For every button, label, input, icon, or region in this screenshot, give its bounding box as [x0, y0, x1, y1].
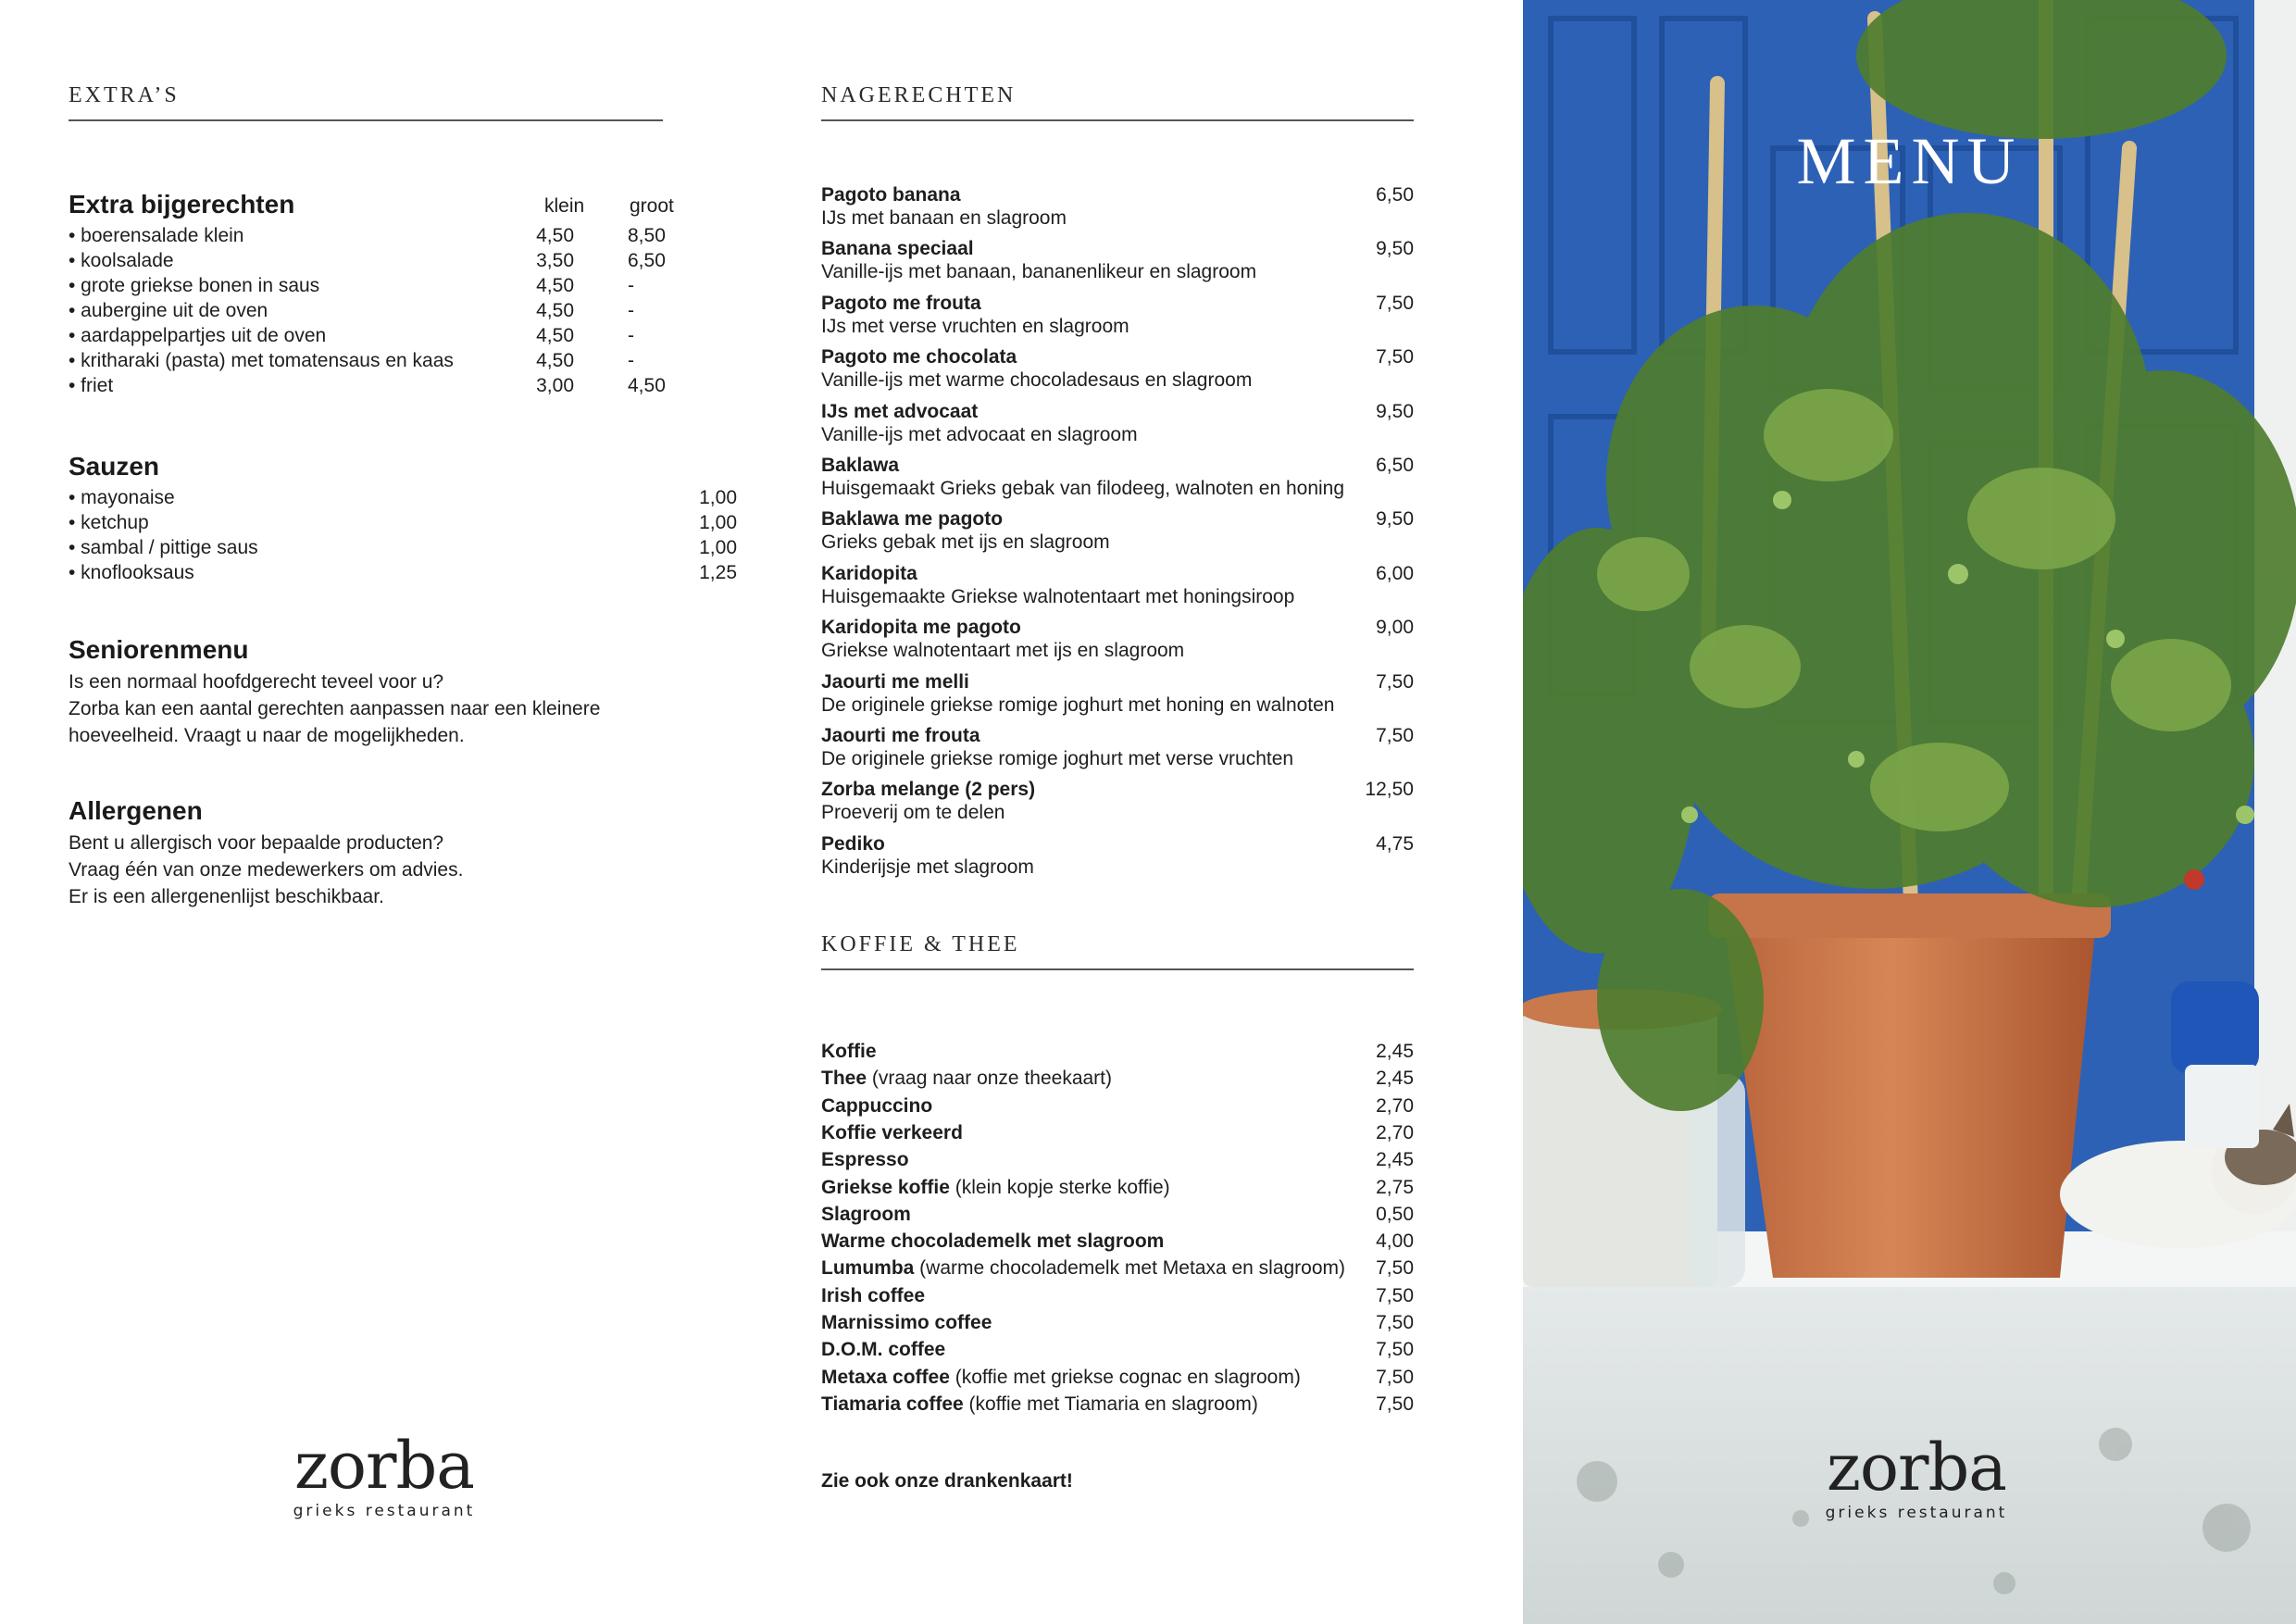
coffee-name: Irish coffee [821, 1284, 926, 1306]
coffee-price: 7,50 [1376, 1366, 1414, 1388]
coffee-name: Metaxa coffee [821, 1366, 950, 1388]
seniorenmenu-block [69, 635, 698, 749]
seniorenmenu-line: Zorba kan een aantal gerechten aanpassen naar een kleinere [69, 698, 601, 719]
nagerechten-section-title: NAGERECHTEN [821, 83, 1017, 107]
side-dish-price-large: - [628, 325, 634, 346]
coffee-price: 2,45 [1376, 1149, 1414, 1171]
coffee-item [821, 1174, 1414, 1201]
dessert-item [821, 237, 1414, 283]
side-dish-row [69, 248, 698, 273]
drankenkaart-note: Zie ook onze drankenkaart! [821, 1470, 1073, 1492]
dessert-price: 9,00 [1376, 617, 1414, 639]
dessert-price: 9,50 [1376, 238, 1414, 260]
sauce-price: 1,00 [699, 512, 737, 533]
coffee-item [821, 1309, 1414, 1336]
sauce-price: 1,00 [699, 487, 737, 508]
dessert-description: Kinderijsje met slagroom [821, 856, 1034, 878]
coffee-name: D.O.M. coffee [821, 1339, 946, 1361]
dessert-description: Vanille-ijs met advocaat en slagroom [821, 423, 1138, 445]
coffee-price: 2,75 [1376, 1176, 1414, 1198]
sauzen-title: Sauzen [69, 452, 160, 481]
side-dish-row [69, 273, 698, 298]
dessert-item [821, 616, 1414, 662]
coffee-price: 4,00 [1376, 1230, 1414, 1253]
coffee-price: 7,50 [1376, 1312, 1414, 1333]
dessert-name: Karidopita me pagoto [821, 617, 1021, 639]
logo-tagline: grieks restaurant [293, 1502, 476, 1520]
coffee-item [821, 1119, 1414, 1146]
coffee-note: (koffie met griekse cognac en slagroom) [949, 1366, 1301, 1388]
side-dish-price-small: 4,50 [536, 275, 574, 296]
coffee-price: 2,45 [1376, 1068, 1414, 1090]
seniorenmenu-title: Seniorenmenu [69, 635, 249, 664]
allergenen-line: Vraag één van onze medewerkers om advies. [69, 859, 464, 881]
side-dish-row [69, 373, 698, 398]
dessert-item [821, 562, 1414, 608]
dessert-item [821, 832, 1414, 879]
dessert-name: Pagoto banana [821, 184, 961, 206]
dessert-item [821, 778, 1414, 824]
dessert-description: Griekse walnotentaart met ijs en slagroom [821, 640, 1185, 662]
dessert-name: Zorba melange (2 pers) [821, 779, 1036, 801]
allergenen-line: Bent u allergisch voor bepaalde producten? [69, 832, 444, 854]
sauce-row [69, 485, 737, 510]
cover-menu-title: MENU [1796, 124, 2023, 198]
sauce-price: 1,25 [699, 562, 737, 583]
allergenen-title: Allergenen [69, 796, 203, 825]
coffee-name: Koffie verkeerd [821, 1121, 963, 1143]
sauce-name: • knoflooksaus [69, 562, 194, 583]
coffee-note: (koffie met Tiamaria en slagroom) [963, 1393, 1258, 1415]
dessert-name: Jaourti me frouta [821, 725, 980, 746]
dessert-description: Huisgemaakt Grieks gebak van filodeeg, walnoten en honing [821, 478, 1345, 499]
dessert-item [821, 507, 1414, 554]
coffee-price: 7,50 [1376, 1284, 1414, 1306]
allergenen-line: Er is een allergenenlijst beschikbaar. [69, 886, 384, 907]
column-klein-label: klein [544, 195, 585, 217]
dessert-name: Pediko [821, 832, 885, 855]
side-dish-name: • kritharaki (pasta) met tomatensaus en kaas [69, 350, 454, 371]
side-dish-price-large: - [628, 275, 634, 296]
coffee-item [821, 1255, 1414, 1281]
dessert-name: IJs met advocaat [821, 400, 979, 422]
dessert-description: De originele griekse romige joghurt met verse vruchten [821, 748, 1294, 769]
side-dish-row [69, 223, 698, 248]
side-dish-price-large: - [628, 300, 634, 321]
cover-photo-illustration [1523, 0, 2296, 1624]
logo-tagline: grieks restaurant [1825, 1504, 2008, 1522]
coffee-name: Espresso [821, 1149, 909, 1171]
side-dish-name: • boerensalade klein [69, 225, 244, 246]
coffee-item [821, 1364, 1414, 1391]
side-dish-price-small: 4,50 [536, 225, 574, 246]
side-dish-price-small: 4,50 [536, 350, 574, 371]
dessert-name: Karidopita [821, 562, 917, 584]
koffie-thee-divider [821, 968, 1414, 970]
dessert-price: 6,50 [1376, 184, 1414, 206]
dessert-item [821, 183, 1414, 230]
dessert-price: 7,50 [1376, 670, 1414, 693]
dessert-price: 7,50 [1376, 725, 1414, 746]
dessert-description: Proeverij om te delen [821, 802, 1005, 824]
coffee-item [821, 1146, 1414, 1173]
coffee-note: (vraag naar onze theekaart) [867, 1068, 1112, 1090]
allergenen-block [69, 796, 698, 910]
dessert-name: Baklawa me pagoto [821, 508, 1004, 531]
nagerechten-divider [821, 119, 1414, 121]
sauzen-list [69, 485, 737, 585]
coffee-name: Koffie [821, 1041, 877, 1062]
dessert-price: 7,50 [1376, 346, 1414, 369]
dessert-price: 9,50 [1376, 508, 1414, 531]
coffee-item [821, 1336, 1414, 1363]
dessert-name: Pagoto me chocolata [821, 346, 1017, 369]
sauce-row [69, 535, 737, 560]
coffee-name: Tiamaria coffee [821, 1393, 964, 1415]
coffee-item [821, 1228, 1414, 1255]
dessert-description: Vanille-ijs met warme chocoladesaus en slagroom [821, 369, 1253, 392]
coffee-item [821, 1391, 1414, 1418]
dessert-description: Huisgemaakte Griekse walnotentaart met honingsiroop [821, 585, 1295, 607]
side-dish-name: • aubergine uit de oven [69, 300, 268, 321]
dessert-item [821, 345, 1414, 392]
sauce-name: • sambal / pittige saus [69, 537, 258, 558]
extra-bijgerechten-title: Extra bijgerechten [69, 190, 295, 219]
side-dish-price-large: 4,50 [628, 375, 666, 396]
side-dish-price-small: 4,50 [536, 325, 574, 346]
extras-divider [69, 119, 663, 121]
sauce-row [69, 560, 737, 585]
side-dish-price-small: 4,50 [536, 300, 574, 321]
dessert-name: Banana speciaal [821, 238, 974, 260]
dessert-price: 4,75 [1376, 832, 1414, 855]
terracotta-pot [1722, 912, 2097, 1278]
dessert-price: 6,00 [1376, 562, 1414, 584]
dessert-description: Vanille-ijs met banaan, bananenlikeur en slagroom [821, 261, 1257, 283]
sauce-row [69, 510, 737, 535]
coffee-name: Cappuccino [821, 1094, 933, 1117]
seniorenmenu-line: hoeveelheid. Vraagt u naar de mogelijkheden. [69, 725, 465, 746]
coffee-item [821, 1038, 1414, 1065]
coffee-price: 7,50 [1376, 1393, 1414, 1415]
logo-wordmark: zorba [293, 1428, 475, 1504]
sauce-name: • mayonaise [69, 487, 175, 508]
seniorenmenu-line: Is een normaal hoofdgerecht teveel voor u? [69, 671, 444, 693]
coffee-item [821, 1065, 1414, 1092]
extra-bijgerechten-block [69, 190, 698, 398]
dessert-item [821, 670, 1414, 717]
dessert-name: Baklawa [821, 455, 900, 476]
dessert-item [821, 400, 1414, 446]
coffee-name: Marnissimo coffee [821, 1312, 992, 1333]
dessert-description: De originele griekse romige joghurt met honing en walnoten [821, 693, 1335, 716]
dessert-price: 7,50 [1376, 292, 1414, 314]
coffee-name: Slagroom [821, 1203, 911, 1225]
coffee-note: (klein kopje sterke koffie) [949, 1176, 1170, 1198]
side-dish-name: • aardappelpartjes uit de oven [69, 325, 327, 346]
dessert-price: 9,50 [1376, 400, 1414, 422]
dessert-price: 12,50 [1365, 779, 1414, 801]
dessert-item [821, 724, 1414, 770]
zorba-logo-left [278, 1428, 491, 1520]
coffee-item [821, 1093, 1414, 1119]
side-dish-row [69, 298, 698, 323]
side-dish-name: • grote griekse bonen in saus [69, 275, 320, 296]
side-dish-row [69, 348, 698, 373]
side-dish-price-small: 3,50 [536, 250, 574, 271]
side-dish-price-small: 3,00 [536, 375, 574, 396]
coffee-price: 7,50 [1376, 1339, 1414, 1361]
dessert-price: 6,50 [1376, 455, 1414, 476]
sauzen-block [69, 452, 737, 585]
coffee-price: 2,45 [1376, 1041, 1414, 1062]
bijgerechten-list [69, 223, 698, 398]
coffee-item [821, 1201, 1414, 1228]
logo-wordmark: zorba [1826, 1430, 2007, 1505]
side-dish-row [69, 323, 698, 348]
side-dish-price-large: 6,50 [628, 250, 666, 271]
koffie-thee-section-title: KOFFIE & THEE [821, 932, 1020, 956]
dessert-name: Pagoto me frouta [821, 292, 981, 314]
side-dish-price-large: - [628, 350, 634, 371]
sauce-name: • ketchup [69, 512, 149, 533]
side-dish-name: • koolsalade [69, 250, 174, 271]
extras-section-title: EXTRA’S [69, 83, 180, 107]
coffee-name: Griekse koffie [821, 1176, 950, 1198]
coffee-name: Thee [821, 1068, 867, 1090]
dessert-description: IJs met verse vruchten en slagroom [821, 315, 1129, 337]
coffee-name: Lumumba [821, 1257, 915, 1280]
dessert-description: IJs met banaan en slagroom [821, 207, 1067, 229]
coffee-price: 7,50 [1376, 1257, 1414, 1280]
sauce-price: 1,00 [699, 537, 737, 558]
dessert-item [821, 454, 1414, 500]
dessert-name: Jaourti me melli [821, 670, 969, 693]
side-dish-price-large: 8,50 [628, 225, 666, 246]
column-groot-label: groot [630, 195, 674, 217]
coffee-note: (warme chocolademelk met Metaxa en slagroom) [914, 1257, 1346, 1280]
coffee-price: 2,70 [1376, 1094, 1414, 1117]
coffee-name: Warme chocolademelk met slagroom [821, 1230, 1165, 1253]
coffee-price: 2,70 [1376, 1121, 1414, 1143]
coffee-price: 0,50 [1376, 1203, 1414, 1225]
dessert-description: Grieks gebak met ijs en slagroom [821, 531, 1110, 554]
zorba-logo-cover [1801, 1430, 2032, 1522]
dessert-item [821, 292, 1414, 338]
cover-photo [1523, 0, 2296, 1624]
side-dish-name: • friet [69, 375, 114, 396]
coffee-item [821, 1282, 1414, 1309]
